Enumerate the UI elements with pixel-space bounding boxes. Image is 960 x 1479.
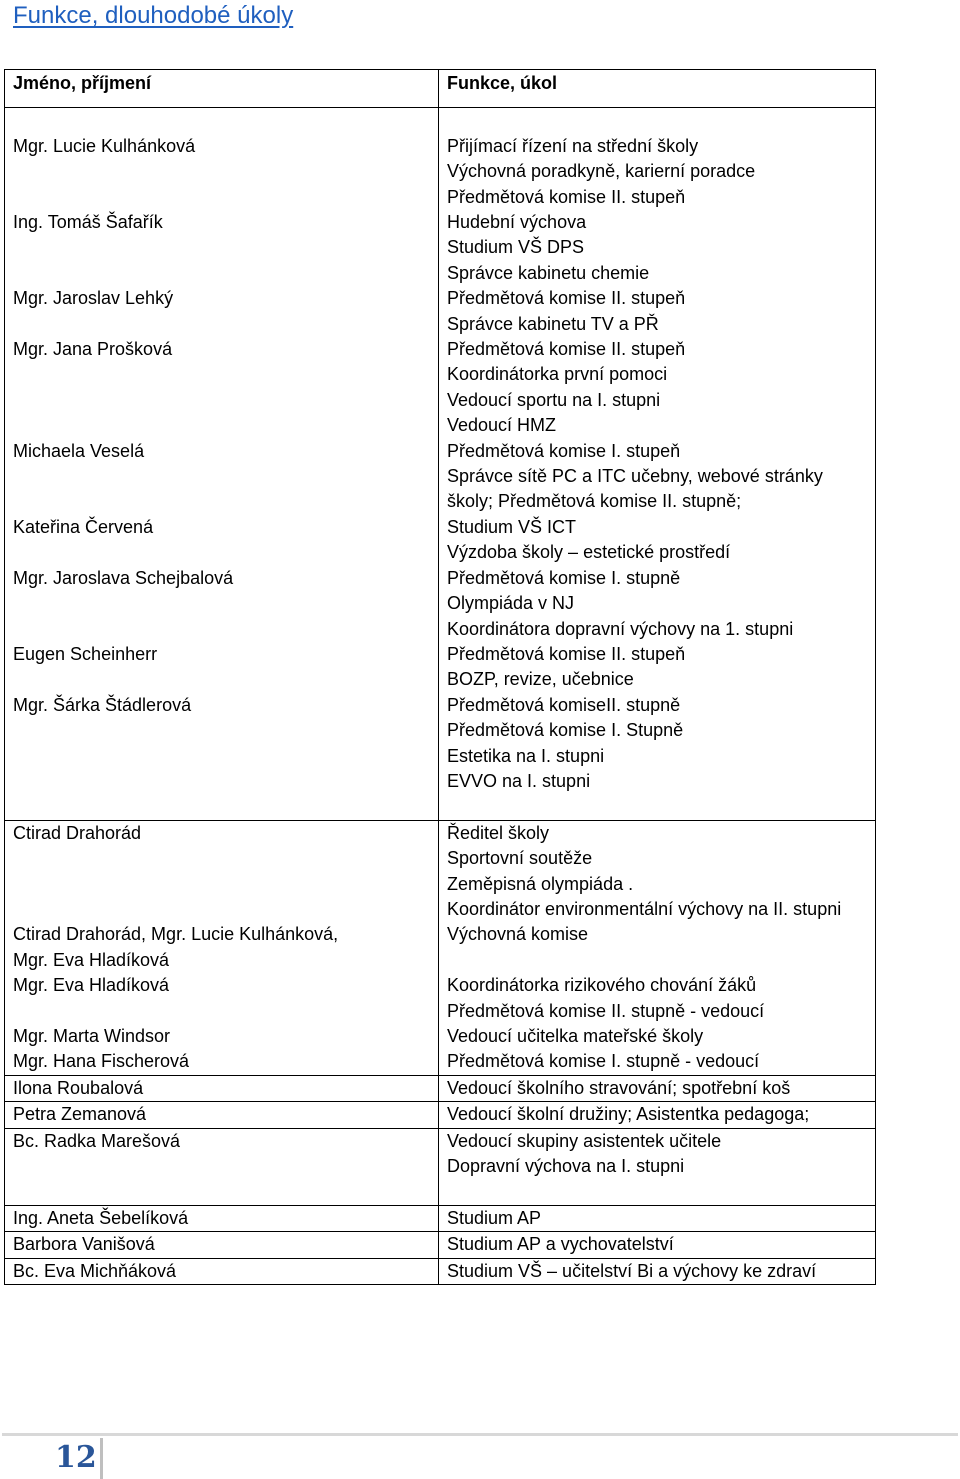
cell-line: Studium AP a vychovatelství — [447, 1234, 674, 1255]
cell-line: Barbora Vanišová — [13, 1234, 155, 1255]
blank-line — [13, 846, 430, 871]
table-row — [5, 1232, 876, 1258]
cell-line: Studium VŠ – učitelství Bi a výchovy ke zdraví — [447, 1260, 817, 1281]
name-cell — [5, 1258, 439, 1284]
cell-line: Předmětová komise II. stupně - vedoucí — [447, 1000, 765, 1021]
cell-line: Mgr. Hana Fischerová — [13, 1051, 190, 1072]
cell-line: Ředitel školy — [447, 822, 550, 843]
page-number-separator — [100, 1438, 103, 1479]
blank-line — [13, 108, 430, 133]
cell-line: Předmětová komise I. stupně — [447, 567, 681, 588]
cell-line: Vedoucí skupiny asistentek učitele — [447, 1130, 722, 1151]
cell-line: Studium AP — [447, 1207, 542, 1228]
duties-table — [4, 69, 876, 1285]
cell-line: Vedoucí učitelka mateřské školy — [447, 1025, 704, 1046]
blank-line — [447, 108, 867, 133]
page-title: Funkce, dlouhodobé úkoly — [13, 2, 294, 29]
cell-line: Předmětová komise II. stupeň — [447, 288, 686, 309]
blank-line — [13, 159, 430, 184]
cell-line: Předmětová komise II. stupeň — [447, 186, 686, 207]
cell-line: Předmětová komise I. Stupně — [447, 720, 684, 741]
cell-line: Bc. Radka Marešová — [13, 1130, 181, 1151]
cell-line: Předmětová komise II. stupeň — [447, 643, 686, 664]
cell-line: Správce sítě PC a ITC učebny, webové stránky — [447, 466, 823, 487]
cell-line: Vedoucí školního stravování; spotřební koš — [447, 1077, 791, 1098]
cell-line: Vedoucí HMZ — [447, 415, 557, 436]
duty-cell — [439, 1258, 876, 1284]
blank-line — [13, 743, 430, 768]
cell-line: Přijímací řízení na střední školy — [447, 135, 699, 156]
blank-line — [13, 718, 430, 743]
header-name: Jméno, příjmení — [5, 70, 439, 108]
blank-line — [13, 667, 430, 692]
blank-line — [13, 591, 430, 616]
blank-line — [13, 235, 430, 260]
cell-line: Michaela Veselá — [13, 440, 145, 461]
footer-divider — [2, 1433, 958, 1436]
blank-line — [13, 261, 430, 286]
table-row — [5, 1128, 876, 1205]
name-cell — [5, 1075, 439, 1101]
cell-line: BOZP, revize, učebnice — [447, 669, 634, 690]
name-cell — [5, 820, 439, 1075]
cell-line: školy; Předmětová komise II. stupně; — [447, 491, 742, 512]
blank-line — [13, 312, 430, 337]
table-row — [5, 108, 876, 820]
blank-line — [13, 999, 430, 1024]
table-row — [5, 1258, 876, 1284]
cell-line: Výzdoba školy – estetické prostředí — [447, 542, 731, 563]
blank-line — [13, 872, 430, 897]
duty-cell — [439, 1102, 876, 1128]
blank-line — [13, 388, 430, 413]
cell-line: Hudební výchova — [447, 212, 587, 233]
cell-line: Ing. Tomáš Šafařík — [13, 211, 163, 232]
table-row — [5, 820, 876, 1075]
cell-line: Mgr. Šárka Štádlerová — [13, 694, 192, 715]
blank-line — [447, 1179, 867, 1204]
duty-cell — [439, 1128, 876, 1205]
cell-line: Ctirad Drahorád, Mgr. Lucie Kulhánková, — [13, 924, 339, 945]
cell-line: Petra Zemanová — [13, 1104, 147, 1125]
cell-line: Koordinátora dopravní výchovy na 1. stupni — [447, 618, 794, 639]
cell-line: Vedoucí sportu na I. stupni — [447, 389, 661, 410]
duty-cell — [439, 820, 876, 1075]
blank-line — [447, 948, 867, 973]
blank-line — [13, 362, 430, 387]
duty-cell — [439, 1232, 876, 1258]
name-cell — [5, 108, 439, 820]
name-cell — [5, 1102, 439, 1128]
cell-line: Mgr. Marta Windsor — [13, 1025, 171, 1046]
table-row — [5, 1102, 876, 1128]
blank-line — [13, 1179, 430, 1204]
cell-line: Předmětová komise I. stupně - vedoucí — [447, 1051, 760, 1072]
blank-line — [447, 794, 867, 819]
name-cell — [5, 1205, 439, 1231]
cell-line: Dopravní výchova na I. stupni — [447, 1156, 685, 1177]
blank-line — [13, 464, 430, 489]
table-body — [5, 108, 876, 1285]
duty-cell — [439, 1205, 876, 1231]
table-header-row — [5, 70, 876, 108]
cell-line: Vedoucí školní družiny; Asistentka pedagoga; — [447, 1104, 810, 1125]
name-cell — [5, 1232, 439, 1258]
cell-line: Koordinátor environmentální výchovy na II. stupni — [447, 898, 842, 919]
blank-line — [13, 616, 430, 641]
cell-line: Předmětová komiseII. stupně — [447, 694, 681, 715]
cell-line: Koordinátorka rizikového chování žáků — [447, 975, 757, 996]
blank-line — [13, 540, 430, 565]
table-row — [5, 1075, 876, 1101]
cell-line: Výchovná poradkyně, karierní poradce — [447, 161, 756, 182]
cell-line: Správce kabinetu chemie — [447, 262, 650, 283]
cell-line: Ctirad Drahorád — [13, 822, 142, 843]
cell-line: Předmětová komise I. stupeň — [447, 440, 681, 461]
cell-line: Mgr. Eva Hladíková — [13, 975, 170, 996]
duty-cell — [439, 1075, 876, 1101]
cell-line: Olympiáda v NJ — [447, 593, 575, 614]
cell-line: Sportovní soutěže — [447, 848, 593, 869]
cell-line: Mgr. Lucie Kulhánková — [13, 135, 196, 156]
blank-line — [13, 489, 430, 514]
blank-line — [13, 1154, 430, 1179]
cell-line: Koordinátorka první pomoci — [447, 364, 668, 385]
cell-line: Správce kabinetu TV a PŘ — [447, 313, 659, 334]
blank-line — [13, 413, 430, 438]
cell-line: EVVO na I. stupni — [447, 770, 591, 791]
cell-line: Mgr. Jana Prošková — [13, 338, 173, 359]
duty-cell — [439, 108, 876, 820]
cell-line: Mgr. Jaroslava Schejbalová — [13, 567, 234, 588]
cell-line: Předmětová komise II. stupeň — [447, 339, 686, 360]
blank-line — [13, 185, 430, 210]
cell-line: Eugen Scheinherr — [13, 643, 158, 664]
name-cell — [5, 1128, 439, 1205]
cell-line: Mgr. Eva Hladíková — [13, 949, 170, 970]
table-row — [5, 1205, 876, 1231]
cell-line: Ilona Roubalová — [13, 1077, 144, 1098]
page-number: 12 — [55, 1440, 97, 1475]
cell-line: Bc. Eva Michňáková — [13, 1260, 177, 1281]
cell-line: Studium VŠ DPS — [447, 237, 585, 258]
cell-line: Výchovná komise — [447, 924, 589, 945]
cell-line: Ing. Aneta Šebelíková — [13, 1207, 189, 1228]
header-duty: Funkce, úkol — [439, 70, 876, 108]
cell-line: Studium VŠ ICT — [447, 516, 577, 537]
cell-line: Estetika na I. stupni — [447, 745, 605, 766]
blank-line — [13, 897, 430, 922]
cell-line: Kateřina Červená — [13, 516, 154, 537]
cell-line: Zeměpisná olympiáda . — [447, 873, 634, 894]
cell-line: Mgr. Jaroslav Lehký — [13, 288, 174, 309]
